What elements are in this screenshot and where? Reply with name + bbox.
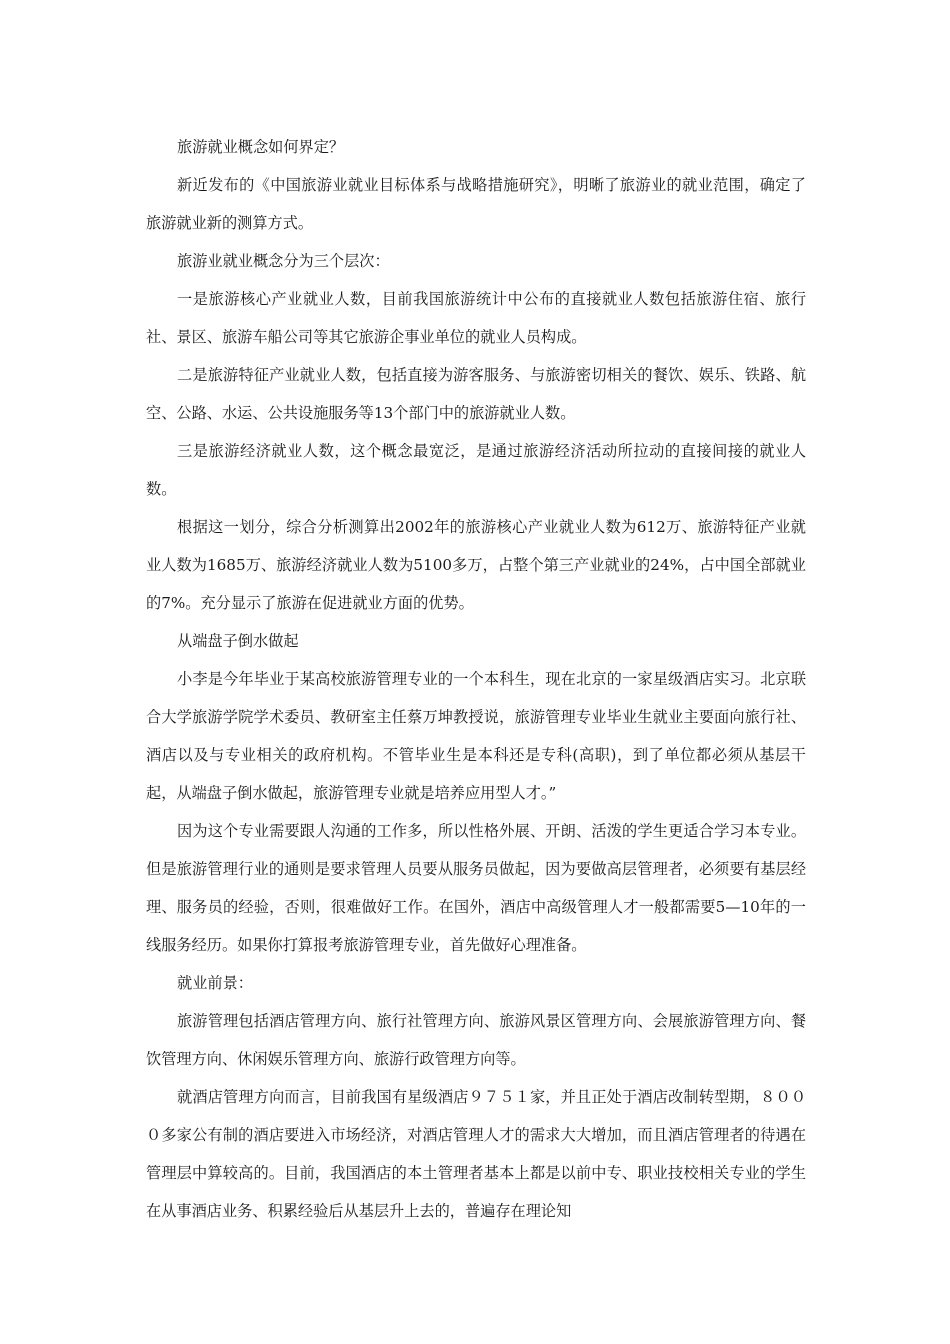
paragraph: 旅游管理包括酒店管理方向、旅行社管理方向、旅游风景区管理方向、会展旅游管理方向、餐饮管理方向、休闲娱乐管理方向、旅游行政管理方向等。 [146,1012,806,1068]
paragraph: 因为这个专业需要跟人沟通的工作多，所以性格外展、开朗、活泼的学生更适合学习本专业。但是旅游管理行业的通则是要求管理人员要从服务员做起，因为要做高层管理者，必须要有基层经理、服务员的经验，否则，很难做好工作。在国外，酒店中高级管理人才一般都需要5—10年的一线服务经历。如果你打算报考旅游管理专业，首先做好心理准备。 [146,822,806,954]
paragraph: 一是旅游核心产业就业人数，目前我国旅游统计中公布的直接就业人数包括旅游住宿、旅行社、景区、旅游车船公司等其它旅游企事业单位的就业人员构成。 [146,290,806,346]
paragraph: 旅游业就业概念分为三个层次： [177,252,390,270]
paragraph: 根据这一划分，综合分析测算出2002年的旅游核心产业就业人数为612万、旅游特征产业就业人数为1685万、旅游经济就业人数为5100多万，占整个第三产业就业的24%，占中国全部就业的7%。充分显示了旅游在促进就业方面的优势。 [146,518,806,612]
paragraph: 小李是今年毕业于某高校旅游管理专业的一个本科生，现在北京的一家星级酒店实习。北京联合大学旅游学院学术委员、教研室主任蔡万坤教授说，旅游管理专业毕业生就业主要面向旅行社、酒店以及与专业相关的政府机构。不管毕业生是本科还是专科(高职)，到了单位都必须从基层干起，从端盘子倒水做起，旅游管理专业就是培养应用型人才。” [146,670,806,802]
paragraph-heading-tourism-employment-definition: 旅游就业概念如何界定？ [177,138,345,156]
paragraph: 二是旅游特征产业就业人数，包括直接为游客服务、与旅游密切相关的餐饮、娱乐、铁路、航空、公路、水运、公共设施服务等13个部门中的旅游就业人数。 [146,366,806,422]
document-body [146,128,806,1230]
paragraph: 新近发布的《中国旅游业就业目标体系与战略措施研究》，明晰了旅游业的就业范围，确定了旅游就业新的测算方式。 [146,176,806,232]
paragraph: 三是旅游经济就业人数，这个概念最宽泛，是通过旅游经济活动所拉动的直接间接的就业人数。 [146,442,806,498]
paragraph-heading-start-from-basics: 从端盘子倒水做起 [177,632,299,650]
paragraph-heading-employment-prospects: 就业前景： [177,974,253,992]
paragraph: 就酒店管理方向而言，目前我国有星级酒店９７５１家，并且正处于酒店改制转型期，８０００多家公有制的酒店要进入市场经济，对酒店管理人才的需求大大增加，而且酒店管理者的待遇在管理层中算较高的。目前，我国酒店的本土管理者基本上都是以前中专、职业技校相关专业的学生在从事酒店业务、积累经验后从基层升上去的，普遍存在理论知 [146,1088,806,1220]
